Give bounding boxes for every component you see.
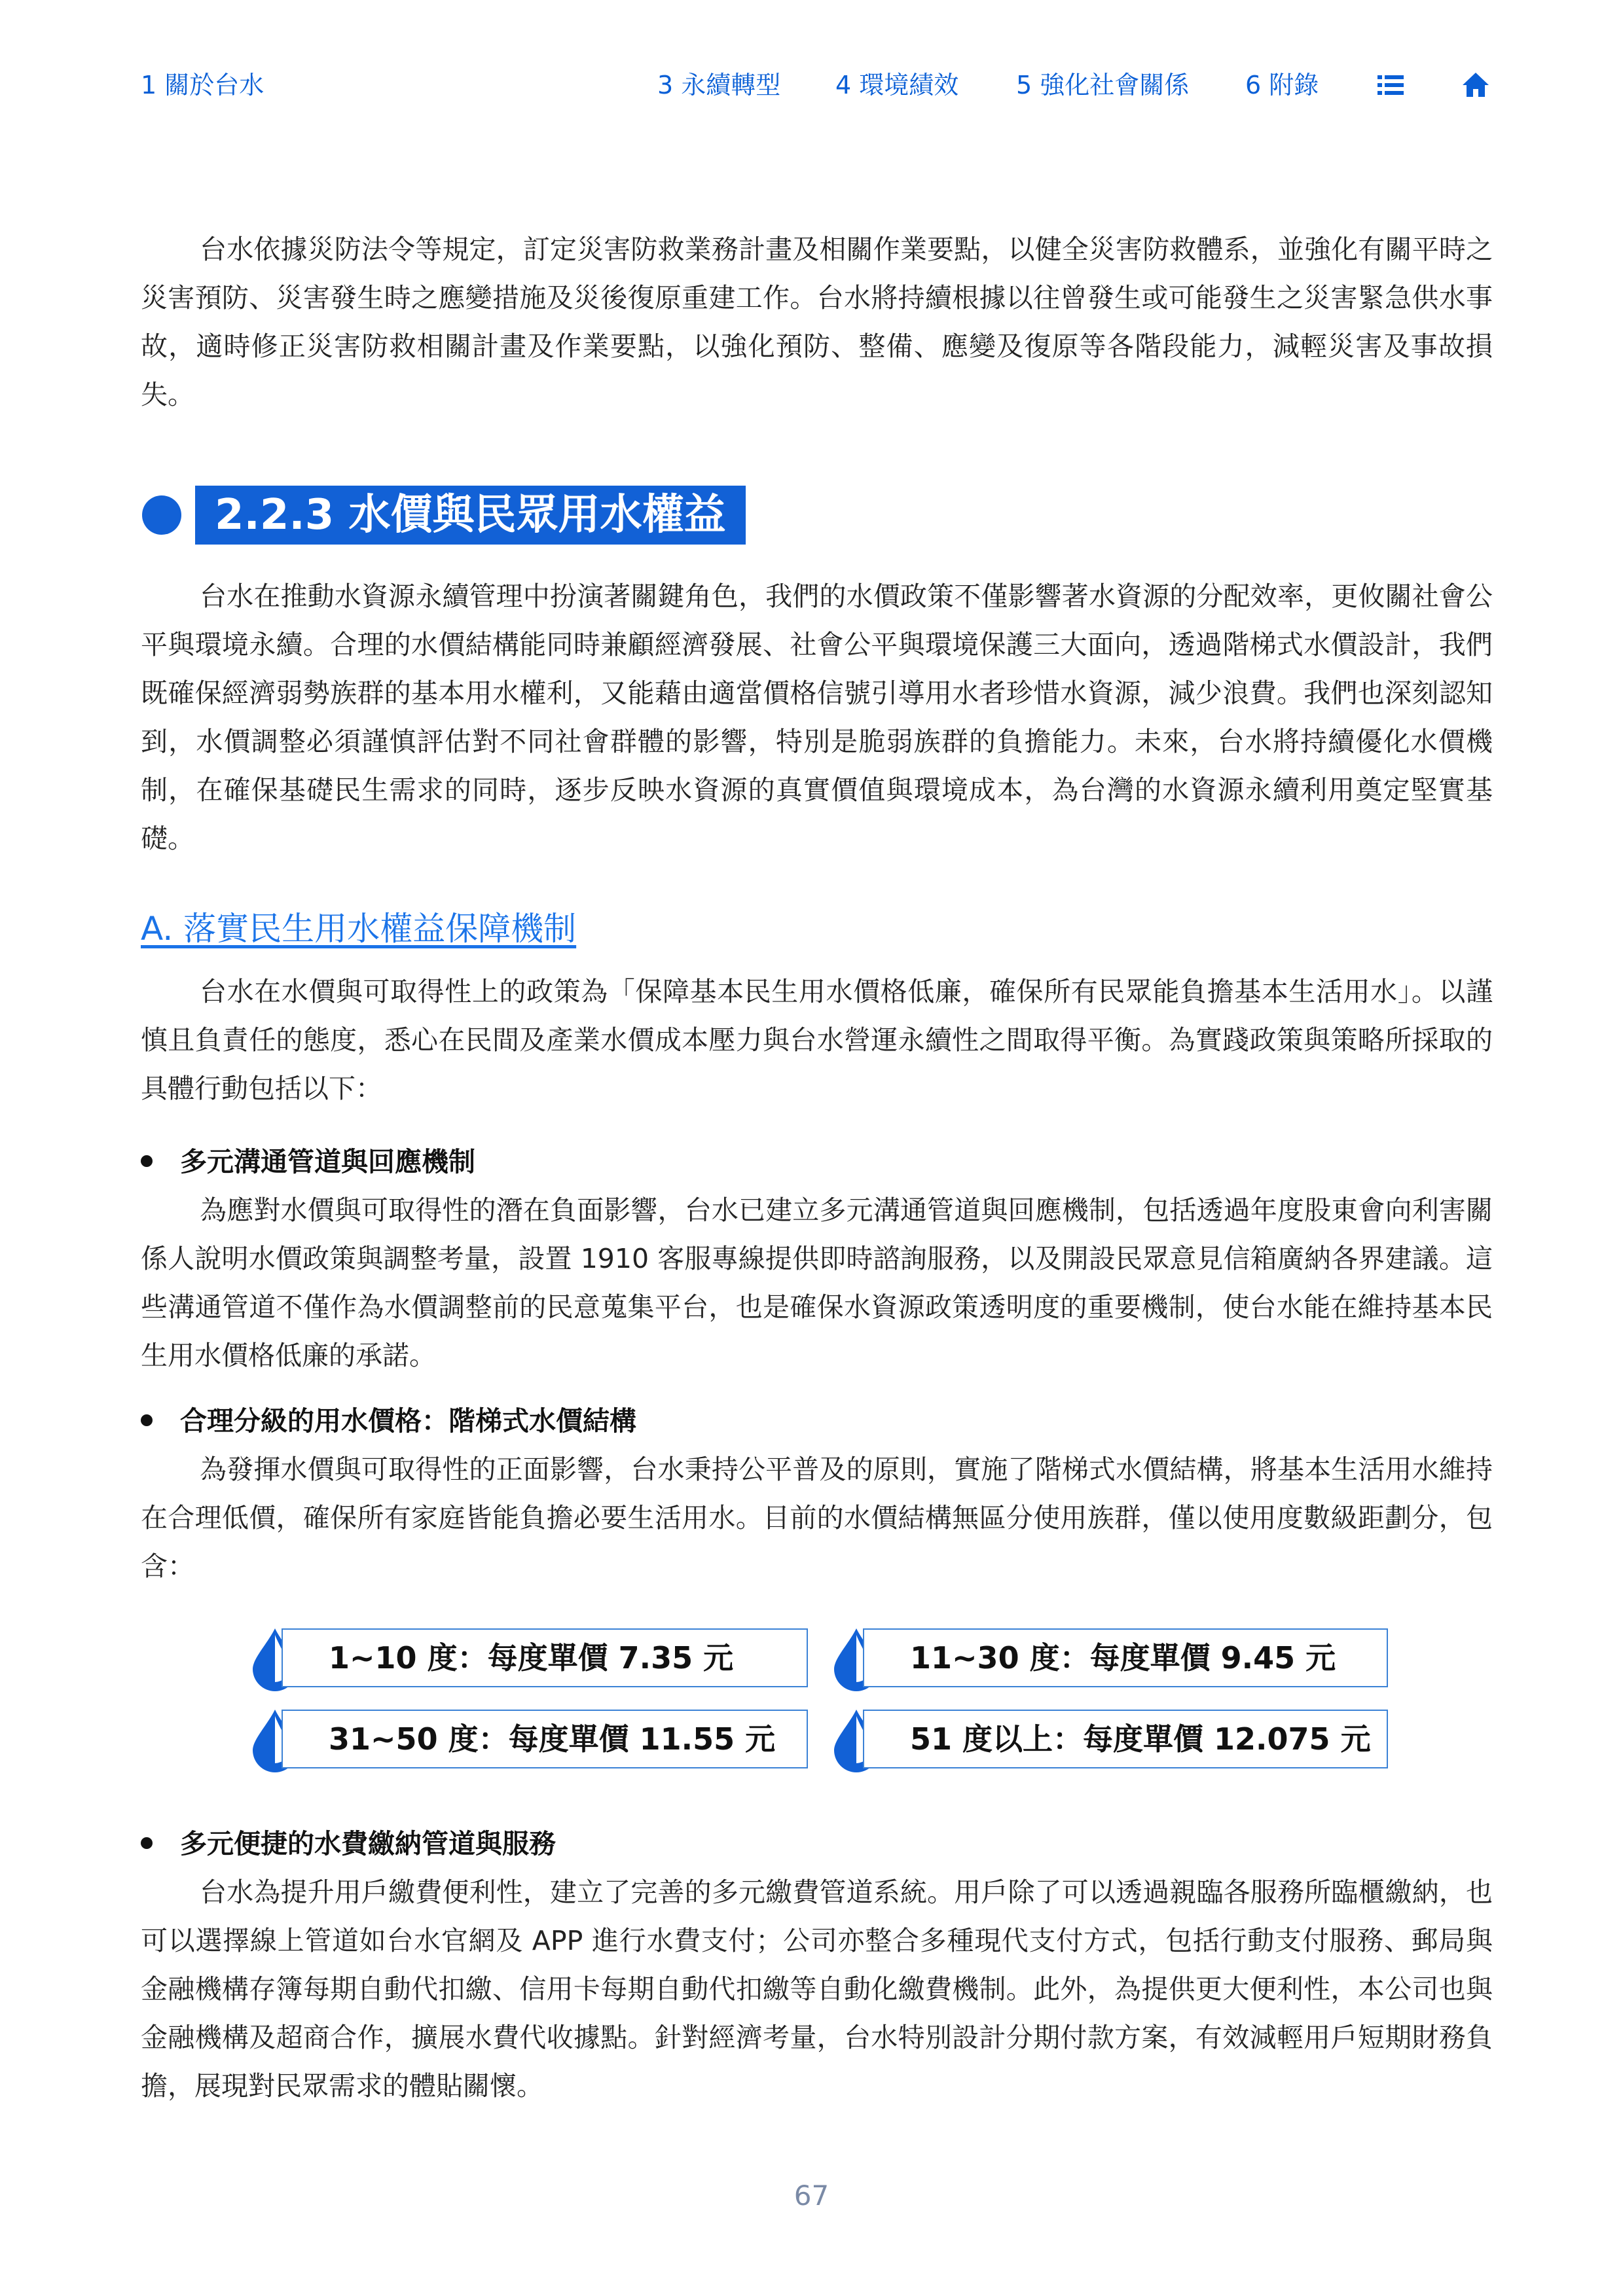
top-navigation: [0, 67, 1623, 103]
nav-link-about[interactable]: 1 關於台水: [141, 71, 264, 99]
price-tier-label: 31~50 度：每度單價 11.55 元: [282, 1710, 808, 1768]
bullet-dot: [141, 1837, 153, 1849]
list-icon[interactable]: [1376, 71, 1405, 99]
bullet-paragraph-payment-channels: 台水為提升用戶繳費便利性，建立了完善的多元繳費管道系統。用戶除了可以透過親臨各服務所臨櫃繳納，也可以選擇線上管道如台水官網及 APP 進行水費支付；公司亦整合多種現代支付方式，包括行動支付服務、郵局與金融機構存簿每期自動代扣繳、信用卡每期自動代扣繳等自動化繳費機制。此外，為提供更大便利性，本公司也與金融機構及超商合作，擴展水費代收據點。針對經濟考量，台水特別設計分期付款方案，有效減輕用戶短期財務負擔，展現對民眾需求的體貼關懷。: [141, 1876, 1493, 2102]
bullet-title-payment-channels: 多元便捷的水費繳納管道與服務: [180, 1828, 556, 1859]
price-tier-label: 51 度以上：每度單價 12.075 元: [863, 1710, 1388, 1768]
nav-link-appendix[interactable]: 6 附錄: [1245, 71, 1319, 99]
subsection-title[interactable]: A. 落實民生用水權益保障機制: [141, 910, 577, 948]
bullet-dot: [141, 1414, 153, 1426]
bullet-title-tiered-pricing: 合理分級的用水價格：階梯式水價結構: [180, 1405, 636, 1437]
intro-paragraph: 台水依據災防法令等規定，訂定災害防救業務計畫及相關作業要點，以健全災害防救體系，並強化有關平時之災害預防、災害發生時之應變措施及災後復原重建工作。台水將持續根據以往曾發生或可能發生之災害緊急供水事故，適時修正災害防救相關計畫及作業要點，以強化預防、整備、應變及復原等各階段能力，減輕災害及事故損失。: [141, 234, 1493, 410]
section-marker-dot: [142, 495, 181, 535]
page-number: 67: [793, 2179, 830, 2212]
nav-link-sustainability-transformation[interactable]: 3 永續轉型: [657, 71, 781, 99]
home-icon[interactable]: [1461, 71, 1490, 99]
section-paragraph: 台水在推動水資源永續管理中扮演著關鍵角色，我們的水價政策不僅影響著水資源的分配效率，更攸關社會公平與環境永續。合理的水價結構能同時兼顧經濟發展、社會公平與環境保護三大面向，透過階梯式水價設計，我們既確保經濟弱勢族群的基本用水權利，又能藉由適當價格信號引導用水者珍惜水資源，減少浪費。我們也深刻認知到，水價調整必須謹慎評估對不同社會群體的影響，特別是脆弱族群的負擔能力。未來，台水將持續優化水價機制，在確保基礎民生需求的同時，逐步反映水資源的真實價值與環境成本，為台灣的水資源永續利用奠定堅實基礎。: [141, 581, 1493, 854]
bullet-title-communication: 多元溝通管道與回應機制: [180, 1146, 475, 1177]
nav-link-environmental-performance[interactable]: 4 環境績效: [835, 71, 959, 99]
section-title: 2.2.3 水價與民眾用水權益: [195, 486, 746, 545]
bullet-heading: [141, 1397, 636, 1445]
bullet-paragraph-communication: 為應對水價與可取得性的潛在負面影響，台水已建立多元溝通管道與回應機制，包括透過年度股東會向利害關係人說明水價政策與調整考量，設置 1910 客服專線提供即時諮詢服務，以及開設民眾意見信箱廣納各界建議。這些溝通管道不僅作為水價調整前的民意蒐集平台，也是確保水資源政策透明度的重要機制，使台水能在維持基本民生用水價格低廉的承諾。: [141, 1194, 1493, 1371]
bullet-heading: [141, 1820, 556, 1868]
subsection-paragraph: 台水在水價與可取得性上的政策為「保障基本民生用水價格低廉，確保所有民眾能負擔基本生活用水」。以謹慎且負責任的態度，悉心在民間及產業水價成本壓力與台水營運永續性之間取得平衡。為實踐政策與策略所採取的具體行動包括以下：: [141, 976, 1493, 1104]
bullet-paragraph-tiered-pricing: 為發揮水價與可取得性的正面影響，台水秉持公平普及的原則，實施了階梯式水價結構，將基本生活用水維持在合理低價，確保所有家庭皆能負擔必要生活用水。目前的水價結構無區分使用族群，僅以使用度數級距劃分，包含：: [141, 1454, 1493, 1582]
price-tier-label: 1~10 度：每度單價 7.35 元: [282, 1628, 808, 1687]
bullet-dot: [141, 1155, 153, 1167]
price-tier-label: 11~30 度：每度單價 9.45 元: [863, 1628, 1388, 1687]
bullet-heading: [141, 1138, 475, 1186]
nav-link-social-relations[interactable]: 5 強化社會關係: [1016, 71, 1190, 99]
